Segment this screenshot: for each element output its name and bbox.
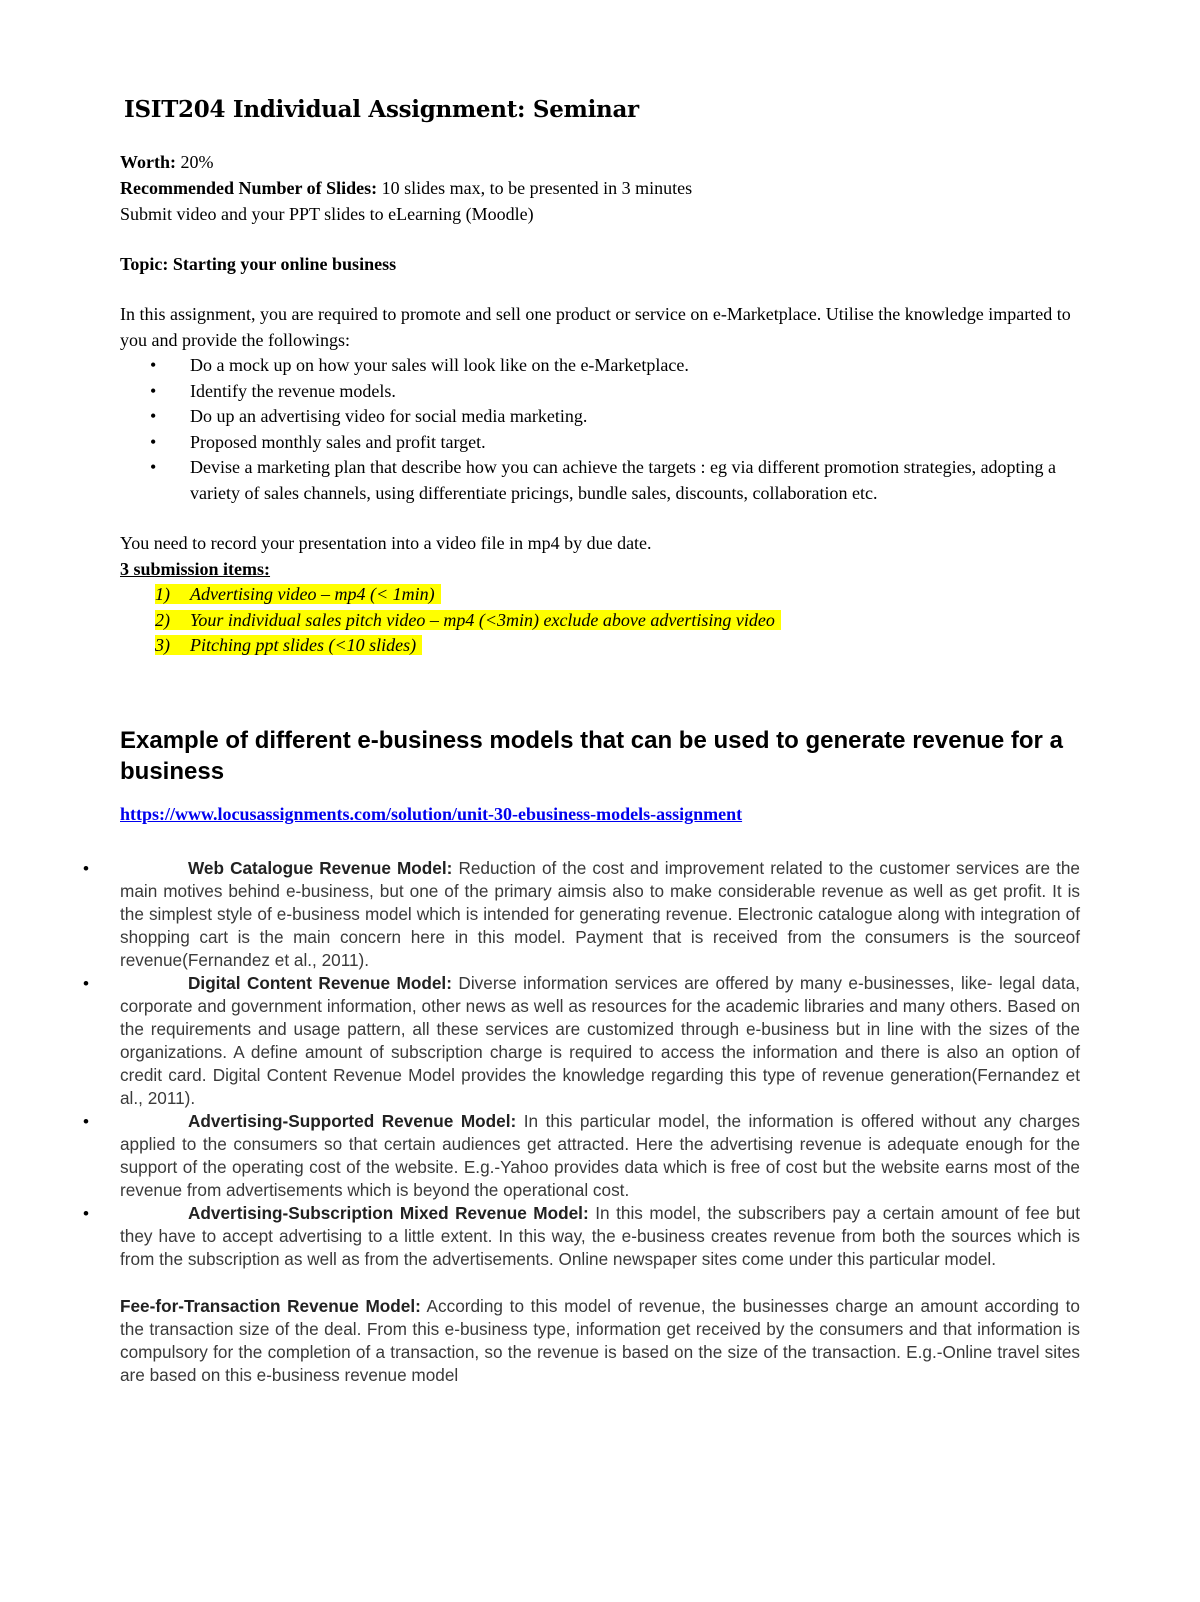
- page-title: ISIT204 Individual Assignment: Seminar: [124, 96, 639, 123]
- item-number: 1): [155, 584, 170, 604]
- record-line: You need to record your presentation into a video file in mp4 by due date.: [120, 533, 652, 553]
- topic-text: Topic: Starting your online business: [120, 254, 397, 274]
- submission-title: 3 submission items:: [120, 559, 271, 579]
- section-heading: Example of different e-business models that can be used to generate revenue for a business: [120, 726, 1063, 785]
- model-name: Advertising-Subscription Mixed Revenue Model:: [188, 1202, 589, 1223]
- list-item: [83, 1202, 1080, 1271]
- slides-value: 10 slides max, to be presented in 3 minutes: [377, 178, 693, 198]
- bullet-icon: •: [83, 973, 89, 993]
- fee-model-paragraph: [120, 1295, 1080, 1387]
- model-text: In this particular model, the information is offered without any charges applied to the consumers so that certain audiences get attracted. Here the advertising revenue is adequate enough for the support of the operating cost of the website. E.g.-Yahoo provides data which is free of cost but the website earns most of the revenue from advertisements which is beyond the operational cost.: [120, 1110, 1080, 1200]
- slides-label: Recommended Number of Slides:: [120, 178, 378, 198]
- highlighted-text: [155, 584, 441, 604]
- reference-link[interactable]: https://www.locusassignments.com/solution/unit-30-ebusiness-models-assignment: [120, 803, 743, 824]
- model-name: Advertising-Supported Revenue Model:: [188, 1110, 517, 1131]
- topic-line: [120, 251, 1080, 277]
- list-item: [83, 972, 1080, 1110]
- submit-line: Submit video and your PPT slides to eLearning (Moodle): [120, 204, 534, 224]
- models-list: [83, 857, 1080, 1271]
- model-name: Digital Content Revenue Model:: [188, 972, 452, 993]
- list-item: • Do a mock up on how your sales will look like on the e-Marketplace.: [150, 353, 1080, 379]
- list-item: [83, 857, 1080, 972]
- item-number: 2): [155, 609, 170, 630]
- list-item: [155, 633, 1080, 659]
- highlighted-text: [155, 635, 422, 655]
- model-name: Web Catalogue Revenue Model:: [188, 857, 453, 878]
- list-item: • Proposed monthly sales and profit target.: [150, 430, 1080, 456]
- worth-line: [120, 149, 1080, 175]
- item-number: 3): [155, 635, 170, 655]
- model-name: Fee-for-Transaction Revenue Model:: [120, 1295, 421, 1316]
- item-text: Pitching ppt slides (<10 slides): [190, 635, 417, 655]
- submission-list: [120, 582, 1080, 659]
- list-item: [155, 582, 1080, 608]
- task-list: [120, 353, 1080, 506]
- list-item: • Identify the revenue models.: [150, 379, 1080, 405]
- worth-value: 20%: [176, 152, 214, 172]
- list-item: • Do up an advertising video for social media marketing.: [150, 404, 1080, 430]
- highlighted-text: [155, 610, 781, 630]
- slides-line: [120, 175, 1080, 201]
- intro-paragraph: In this assignment, you are required to promote and sell one product or service on e-Marketplace. Utilise the knowledge imparted to you and provide the followings:: [120, 304, 1071, 350]
- bullet-icon: •: [83, 858, 89, 878]
- document-page: [83, 96, 1080, 1387]
- item-text: Your individual sales pitch video – mp4 (<3min) exclude above advertising video: [190, 609, 775, 630]
- list-item: [83, 1110, 1080, 1202]
- model-text: Diverse information services are offered by many e-businesses, like- legal data, corporate and government information, other news as well as resources for the academic libraries and many others. Based on the requirements and usage pattern, all these services are customized through e-business but in line with the sizes of the organizations. A define amount of subscription charge is required to access the information and there is also an option of credit card. Digital Content Revenue Model provides the knowledge regarding this type of revenue generation(Fernandez et al., 2011).: [120, 972, 1080, 1108]
- item-text: Advertising video – mp4 (< 1min): [190, 584, 435, 604]
- model-text: In this model, the subscribers pay a certain amount of fee but they have to accept advertising to a little extent. In this way, the e-business creates revenue from both the sources which is from the subscription as well as from the advertisements. Online newspaper sites come under this particular model.: [120, 1202, 1080, 1269]
- model-text: Reduction of the cost and improvement related to the customer services are the main motives behind e-business, but one of the primary aimsis also to make considerable revenue as well as get profit. It is the simplest style of e-business model which is intended for generating revenue. Electronic catalogue along with integration of shopping cart is the main concern here in this model. Payment that is received from the consumers is the sourceof revenue(Fernandez et al., 2011).: [120, 857, 1080, 970]
- model-text: According to this model of revenue, the businesses charge an amount according to the transaction size of the deal. From this e-business type, information get received by the consumers and that information is compulsory for the completion of a transaction, so the revenue is based on the size of the transaction. E.g.-Online travel sites are based on this e-business revenue model: [120, 1295, 1080, 1385]
- worth-label: Worth:: [120, 152, 176, 172]
- list-item: • Devise a marketing plan that describe how you can achieve the targets : eg via different promotion strategies, adopting a variety of sales channels, using differentiate pricings, bundle sales, discounts, collaboration etc.: [150, 455, 1080, 506]
- bullet-icon: •: [83, 1203, 89, 1223]
- bullet-icon: •: [83, 1111, 89, 1131]
- list-item: [155, 608, 1080, 634]
